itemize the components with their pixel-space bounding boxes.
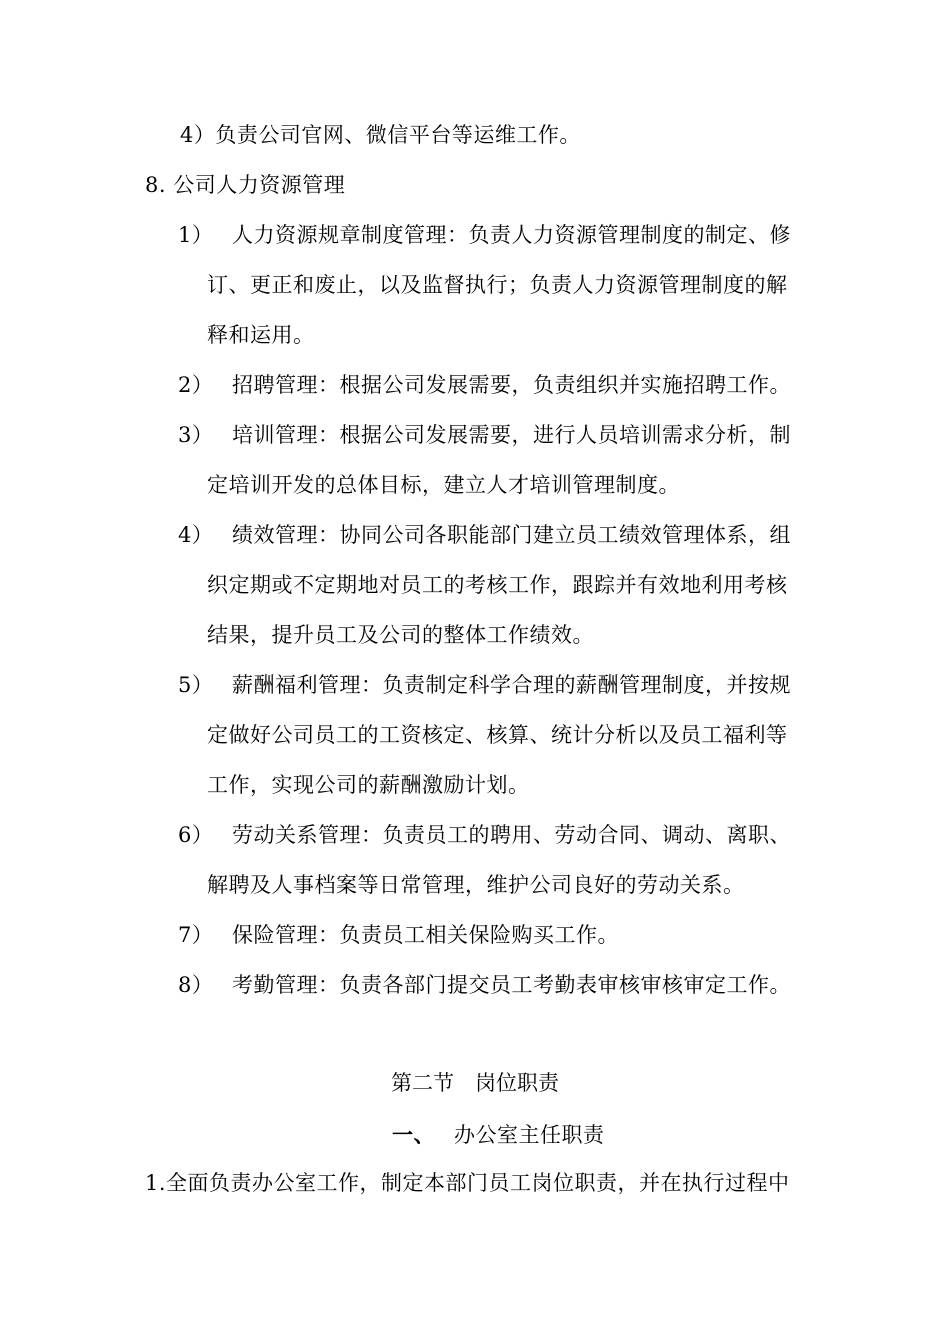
- subheading-text: 办公室主任职责: [454, 1123, 605, 1147]
- item-5-number: 5）: [178, 673, 214, 697]
- duty-1-line: 1.全面负责办公室工作，制定本部门员工岗位职责，并在执行过程中: [145, 1171, 790, 1195]
- item-5-line-2: 定做好公司员工的工资核定、核算、统计分析以及员工福利等: [207, 723, 788, 747]
- item-1-line-2: 订、更正和废止，以及监督执行；负责人力资源管理制度的解: [207, 273, 788, 297]
- pre-item-line: 4）负责公司官网、微信平台等运维工作。: [180, 123, 581, 147]
- item-8-number: 8）: [178, 973, 214, 997]
- item-8-line-1: 考勤管理：负责各部门提交员工考勤表审核审核审定工作。: [232, 973, 791, 997]
- item-3-line-1: 培训管理：根据公司发展需要，进行人员培训需求分析，制: [232, 423, 791, 447]
- item-4-line-1: 绩效管理：协同公司各职能部门建立员工绩效管理体系，组: [232, 523, 791, 547]
- item-2-line-1: 招聘管理：根据公司发展需要，负责组织并实施招聘工作。: [232, 373, 791, 397]
- section-8-title: 8. 公司人力资源管理: [145, 173, 346, 197]
- item-6-line-2: 解聘及人事档案等日常管理，维护公司良好的劳动关系。: [207, 873, 745, 897]
- item-4-line-2: 织定期或不定期地对员工的考核工作，跟踪并有效地利用考核: [207, 573, 788, 597]
- item-1-number: 1）: [178, 223, 214, 247]
- item-4-number: 4）: [178, 523, 214, 547]
- item-6-line-1: 劳动关系管理：负责员工的聘用、劳动合同、调动、离职、: [232, 823, 791, 847]
- item-2-number: 2）: [178, 373, 214, 397]
- item-7-line-1: 保险管理：负责员工相关保险购买工作。: [232, 923, 619, 947]
- item-1-line-3: 释和运用。: [207, 323, 315, 347]
- section-heading: 第二节 岗位职责: [391, 1071, 559, 1095]
- item-5-line-1: 薪酬福利管理：负责制定科学合理的薪酬管理制度，并按规: [232, 673, 791, 697]
- item-4-line-3: 结果，提升员工及公司的整体工作绩效。: [207, 623, 594, 647]
- item-3-number: 3）: [178, 423, 214, 447]
- item-1-line-1: 人力资源规章制度管理：负责人力资源管理制度的制定、修: [232, 223, 791, 247]
- item-6-number: 6）: [178, 823, 214, 847]
- item-3-line-2: 定培训开发的总体目标，建立人才培训管理制度。: [207, 473, 680, 497]
- subheading-number: 一、: [392, 1122, 435, 1147]
- item-7-number: 7）: [178, 923, 214, 947]
- item-5-line-3: 工作，实现公司的薪酬激励计划。: [207, 773, 530, 797]
